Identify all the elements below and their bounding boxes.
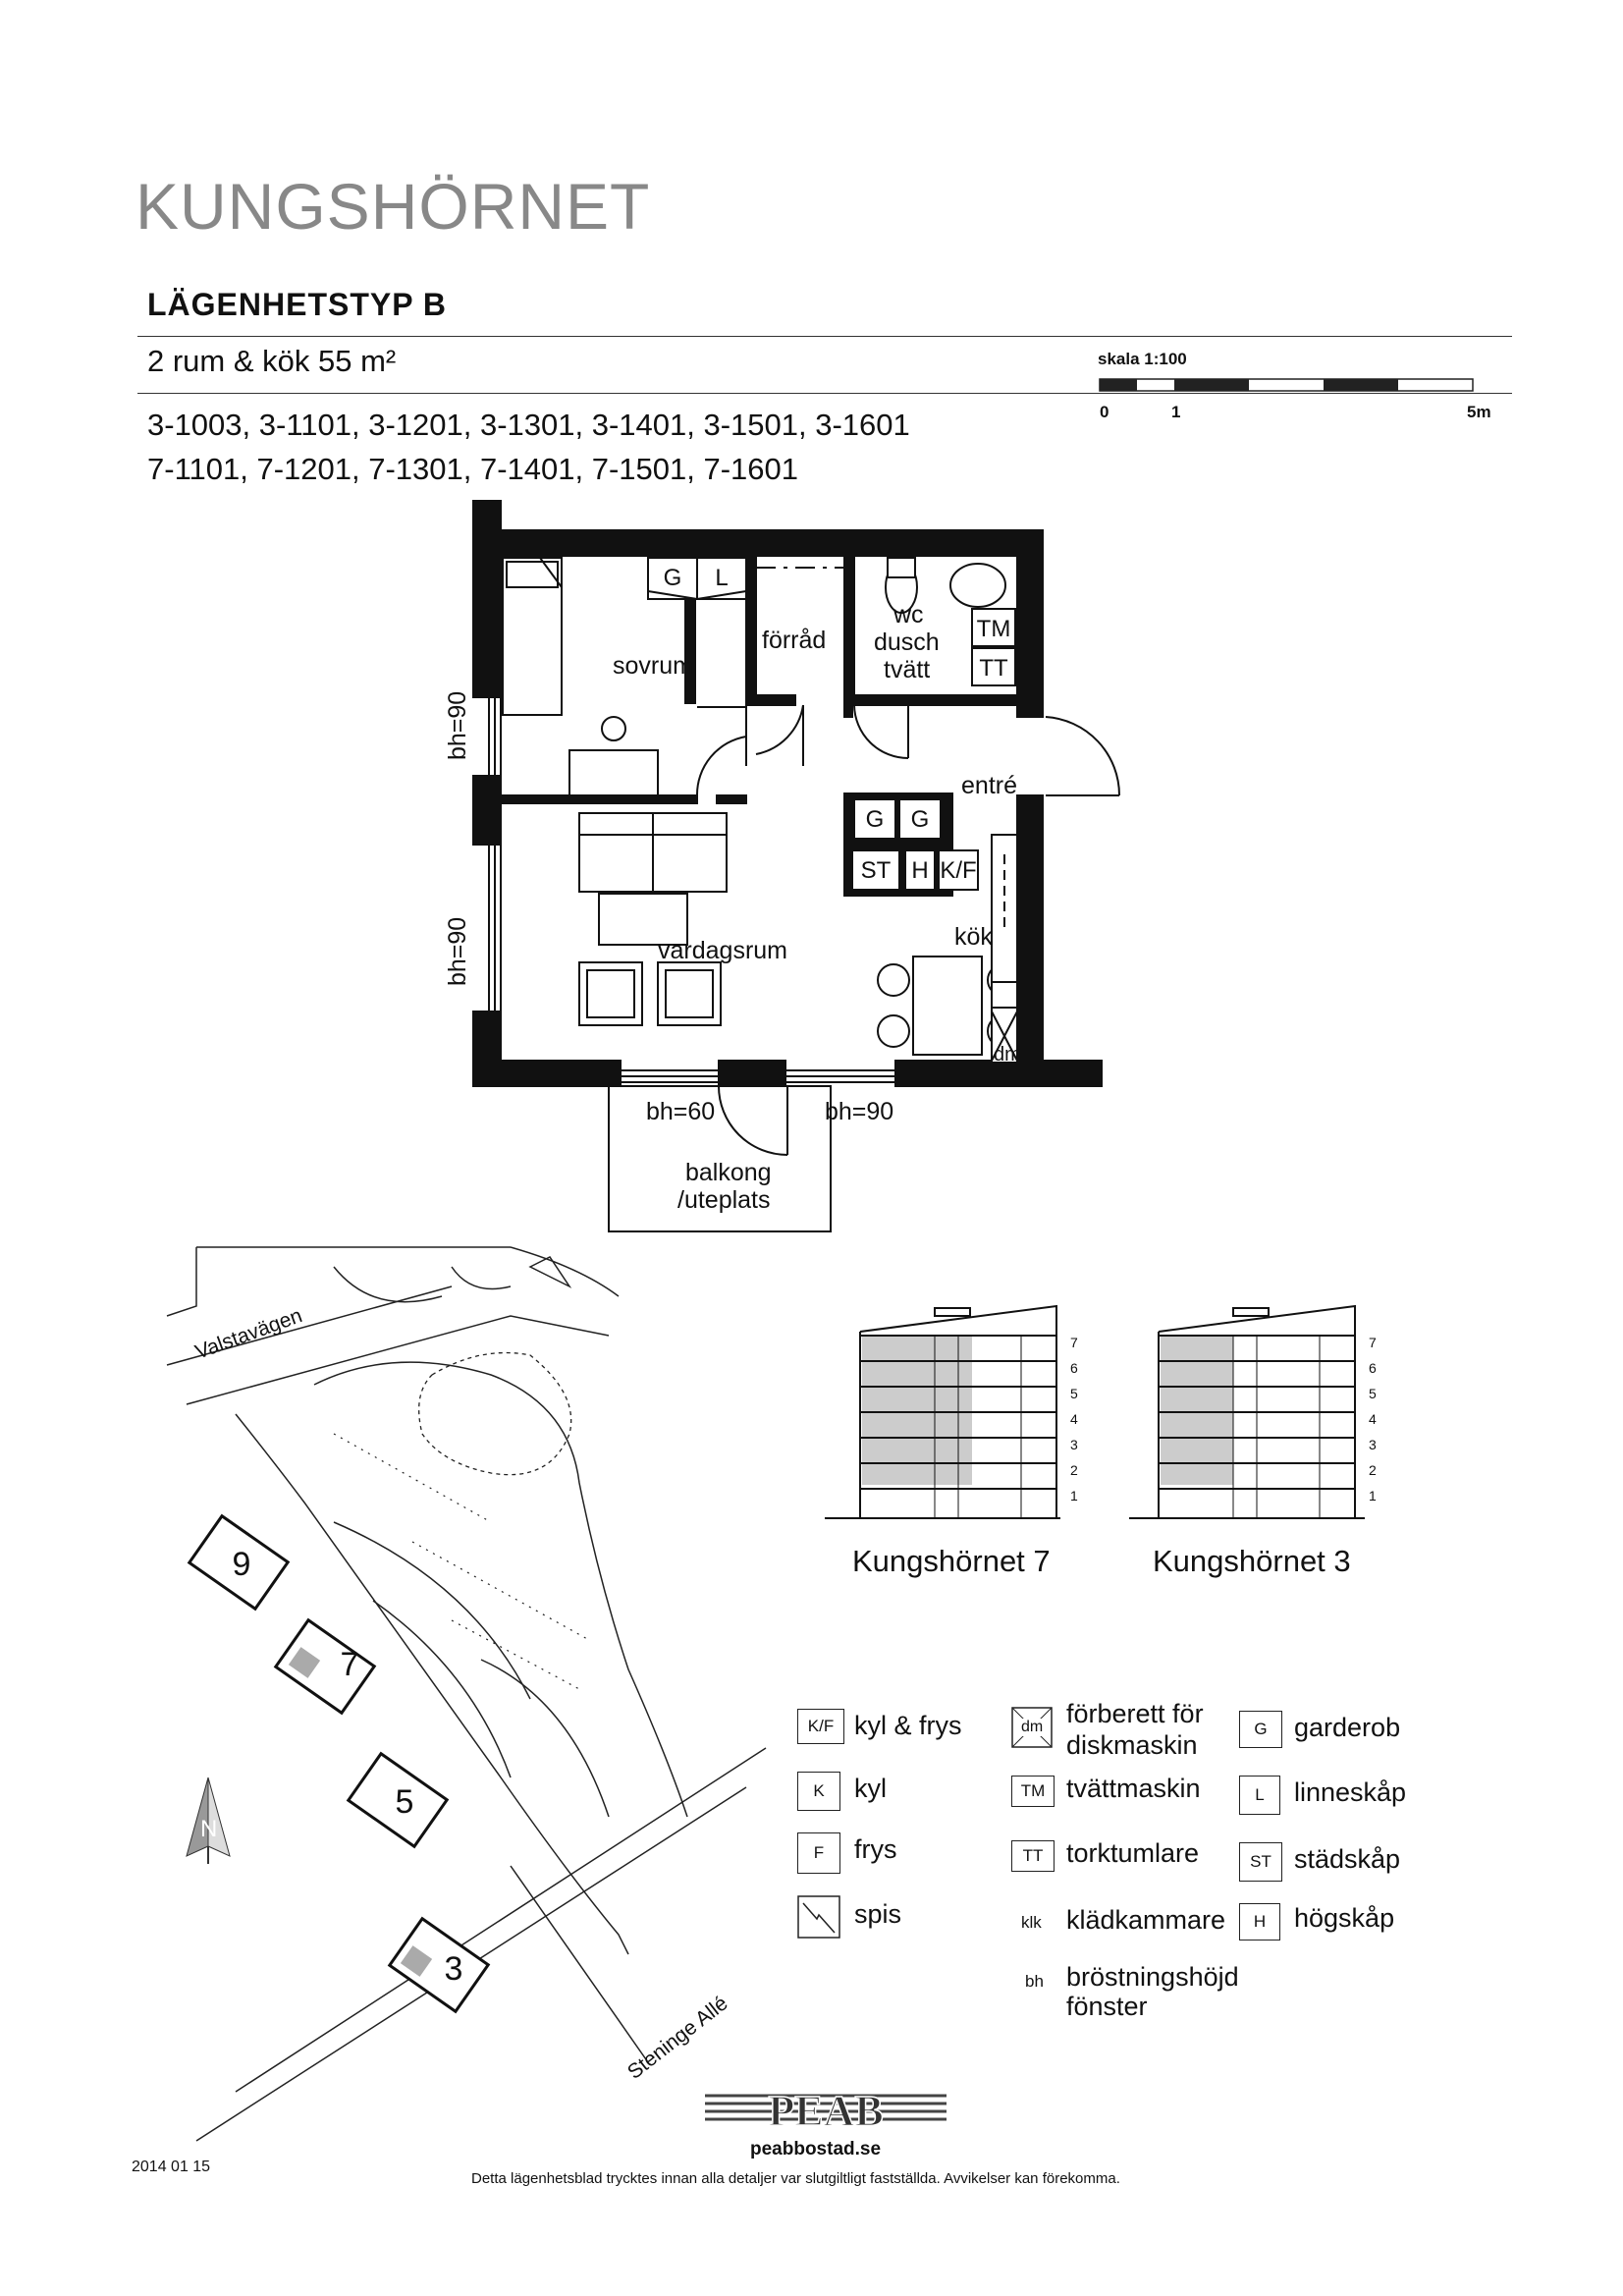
legend-kf-text: kyl & frys [854, 1711, 962, 1740]
floor-6-b: 6 [1369, 1360, 1377, 1376]
legend-klk-text: klädkammare [1066, 1905, 1226, 1935]
room-label-uteplats: /uteplats [677, 1186, 771, 1214]
legend-k-text: kyl [854, 1774, 887, 1803]
legend-tm-box: TM [1011, 1776, 1055, 1807]
scale-tick-0: 0 [1100, 403, 1109, 421]
legend-tt-text: torktumlare [1066, 1838, 1200, 1868]
floor-7-a: 7 [1070, 1335, 1078, 1350]
scale-label: skala 1:100 [1098, 350, 1187, 368]
window-bh-90-bottom: bh=90 [825, 1098, 894, 1125]
building-label-3: 3 [444, 1950, 463, 1988]
legend-spis-text: spis [854, 1899, 902, 1929]
header-rule-top [137, 336, 1512, 337]
legend-klk-code: klk [1021, 1913, 1042, 1932]
apartment-type: LÄGENHETSTYP B [147, 287, 447, 322]
legend-l-text: linneskåp [1294, 1777, 1407, 1807]
box-st: ST [860, 857, 892, 884]
unit-numbers [147, 403, 910, 491]
legend-l-box: L [1239, 1776, 1280, 1815]
floor-7-b: 7 [1369, 1335, 1377, 1350]
room-label-kok: kök [954, 923, 993, 951]
north-arrow-icon [187, 1777, 230, 1864]
label-dm: dm [994, 1044, 1021, 1066]
legend-bh-code: bh [1025, 1972, 1044, 1991]
legend-tm-text: tvättmaskin [1066, 1774, 1201, 1803]
room-label-vardagsrum: vardagsrum [658, 937, 787, 964]
legend-dm-text1: förberett för [1066, 1699, 1204, 1728]
floor-5-a: 5 [1070, 1386, 1078, 1401]
peab-brand: PEAB [768, 2087, 884, 2135]
legend-dm-code: dm [1021, 1719, 1044, 1735]
peab-url[interactable]: peabbostad.se [750, 2139, 882, 2159]
wall-south-mid [719, 1061, 785, 1086]
site-map [157, 1228, 785, 2111]
floor-5-b: 5 [1369, 1386, 1377, 1401]
building-label-7: 7 [340, 1646, 359, 1683]
scale-tick-1: 1 [1171, 403, 1181, 421]
wall-west-mid [473, 776, 501, 845]
legend-bh-text2: fönster [1066, 1992, 1148, 2021]
floor-2-b: 2 [1369, 1462, 1377, 1478]
elevation-caption-3: Kungshörnet 3 [1153, 1544, 1351, 1578]
building-label-5: 5 [395, 1783, 414, 1821]
wall-north [473, 530, 1043, 556]
elevation-kungshornet-7 [825, 1306, 1060, 1518]
box-l: L [715, 565, 729, 591]
window-bh-90-left-top: bh=90 [444, 690, 471, 760]
peab-logo [703, 2086, 948, 2133]
floor-6-a: 6 [1070, 1360, 1078, 1376]
floor-4-b: 4 [1369, 1411, 1377, 1427]
floor-4-a: 4 [1070, 1411, 1078, 1427]
scale-tick-5: 5m [1467, 403, 1491, 421]
room-summary: 2 rum & kök 55 m² [147, 344, 397, 378]
box-g2: G [910, 806, 930, 833]
box-g: G [663, 565, 682, 591]
wall-east-bottom [1017, 795, 1043, 1086]
legend-h-box: H [1239, 1903, 1280, 1941]
box-tm: TM [976, 616, 1011, 642]
legend-k-box: K [797, 1772, 840, 1811]
disclaimer: Detta lägenhetsblad trycktes innan alla detaljer var slutgiltligt fastställda. Avvikelser kan förekomma. [471, 2170, 1120, 2187]
floor-plan [444, 501, 1188, 1247]
building-7 [276, 1620, 374, 1714]
elevation-diagrams [825, 1292, 1414, 1538]
legend-g-text: garderob [1294, 1713, 1401, 1742]
unit-numbers-line1: 3-1003, 3-1101, 3-1201, 3-1301, 3-1401, 3-1501, 3-1601 [147, 408, 910, 442]
unit-numbers-line2: 7-1101, 7-1201, 7-1301, 7-1401, 7-1501, 7-1601 [147, 452, 798, 486]
wall-south-left [473, 1061, 621, 1086]
stove-icon [797, 1895, 840, 1939]
floor-2-a: 2 [1070, 1462, 1078, 1478]
wall-west-top [473, 501, 501, 697]
room-label-tvatt: tvätt [884, 656, 931, 683]
room-label-balkong: balkong [685, 1159, 772, 1186]
room-label-dusch: dusch [874, 629, 940, 656]
legend-kf-box: K/F [797, 1709, 844, 1744]
window-bh-90-left-bottom: bh=90 [444, 916, 471, 986]
north-label: N [200, 1816, 218, 1842]
legend-dm-text2: diskmaskin [1066, 1730, 1198, 1760]
room-label-entre: entré [961, 772, 1017, 799]
legend-h-text: högskåp [1294, 1903, 1395, 1933]
legend-f-text: frys [854, 1834, 897, 1864]
page-title: KUNGSHÖRNET [135, 170, 651, 243]
wall-east-top [1017, 530, 1043, 717]
window-bh-60: bh=60 [646, 1098, 716, 1125]
scale-bar [1100, 377, 1492, 397]
floor-3-a: 3 [1070, 1437, 1078, 1452]
floor-1-a: 1 [1070, 1488, 1078, 1503]
box-kf: K/F [940, 857, 977, 884]
legend-g-box: G [1239, 1711, 1282, 1748]
room-label-sovrum: sovrum [613, 652, 693, 680]
box-h: H [911, 857, 929, 884]
box-g1: G [865, 806, 885, 833]
legend-tt-box: TT [1011, 1840, 1055, 1872]
legend-st-box: ST [1239, 1842, 1282, 1882]
room-label-forrad: förråd [762, 627, 827, 654]
building-label-9: 9 [232, 1546, 251, 1583]
floor-1-b: 1 [1369, 1488, 1377, 1503]
street-steninge-alle: Steninge Allé [622, 1992, 732, 2084]
elevation-caption-7: Kungshörnet 7 [852, 1544, 1051, 1578]
room-label-wc: wc [893, 601, 924, 629]
print-date: 2014 01 15 [132, 2159, 211, 2175]
floor-3-b: 3 [1369, 1437, 1377, 1452]
elevation-kungshornet-3 [1129, 1306, 1365, 1518]
legend-bh-text1: bröstningshöjd [1066, 1962, 1239, 1992]
street-valstavagen: Valstavägen [191, 1304, 305, 1364]
legend-f-box: F [797, 1832, 840, 1874]
legend-st-text: städskåp [1294, 1844, 1401, 1874]
box-tt: TT [979, 655, 1008, 682]
